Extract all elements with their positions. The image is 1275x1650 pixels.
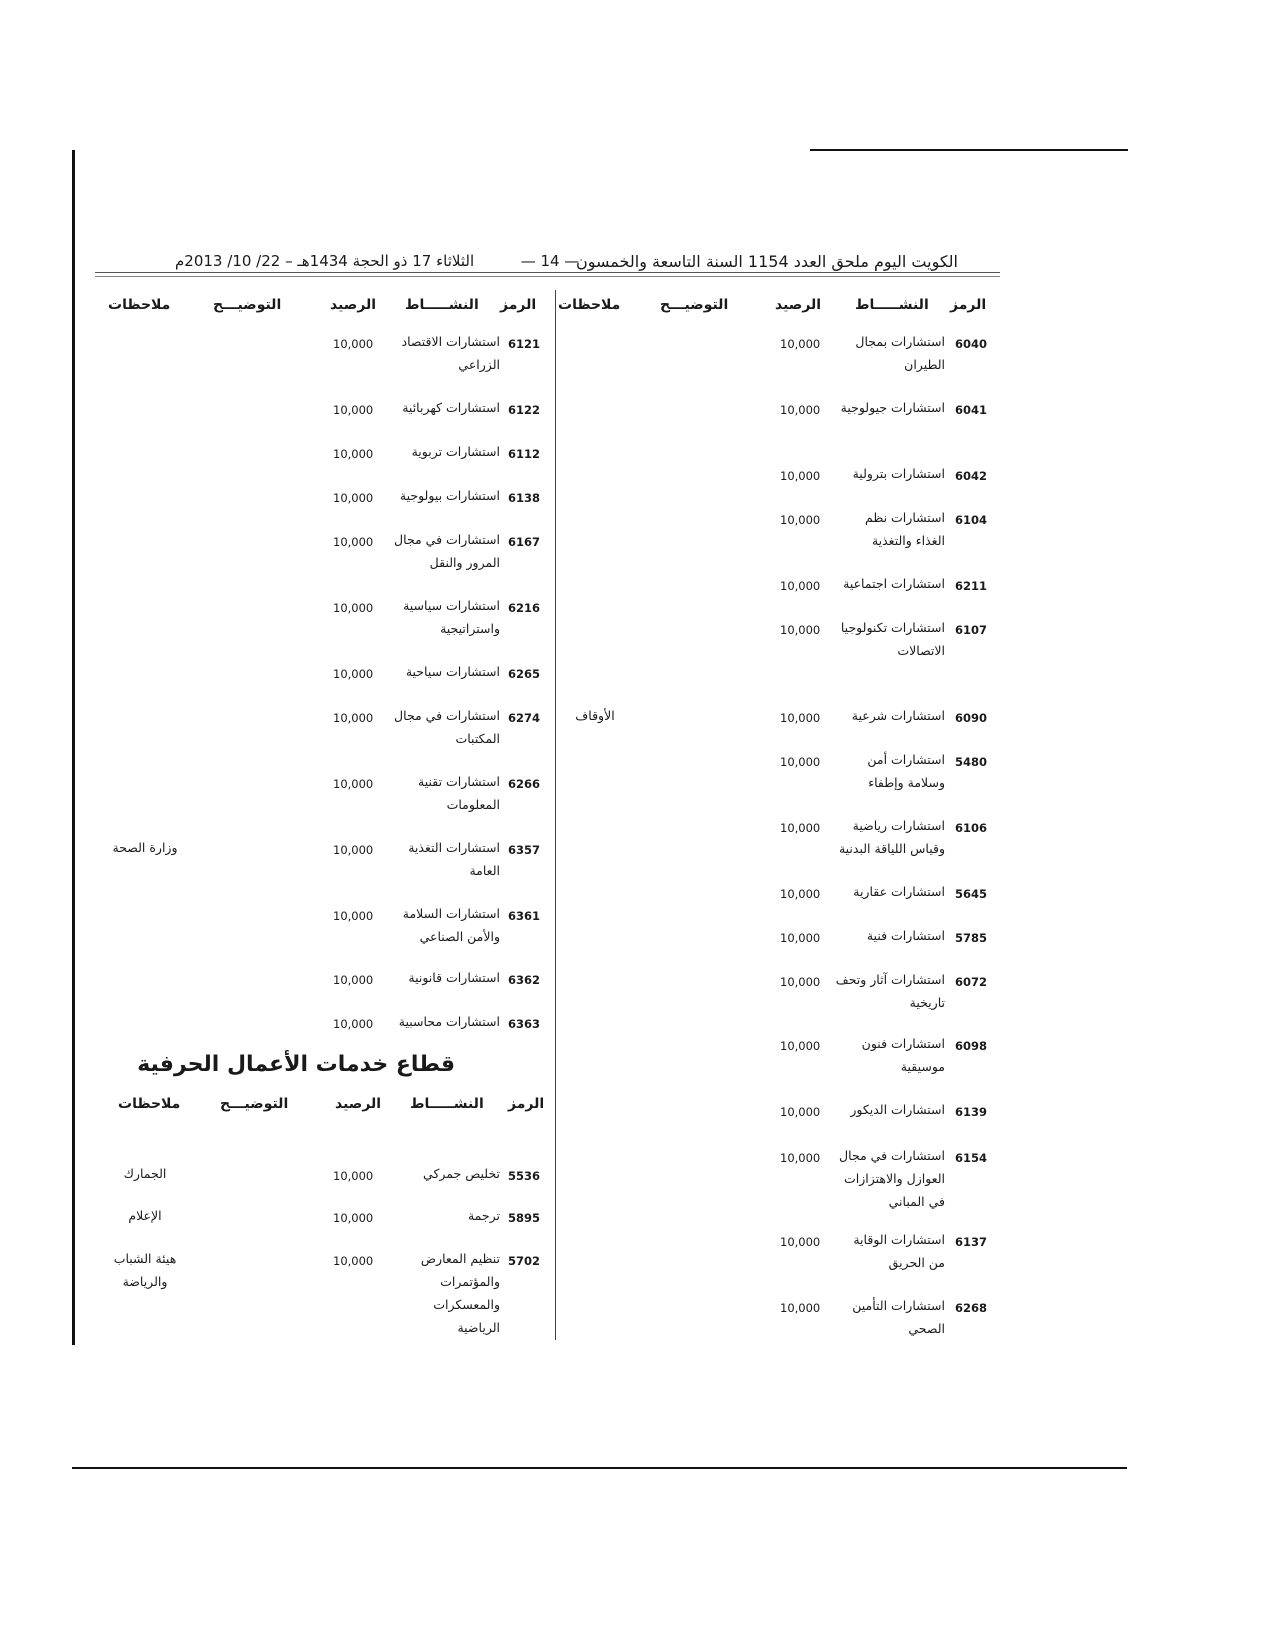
activity-code: 6138 [508,491,541,505]
activity-name: استشارات بيولوجية [399,488,500,503]
activity-code: 6266 [508,777,541,791]
activity-balance: 10,000 [780,513,821,527]
activity-balance: 10,000 [780,1039,821,1053]
activity-name: استشارات الاقتصاد الزراعي [401,334,500,372]
section-notes-header: ملاحظات [118,1096,181,1112]
activity-name: استشارات تكنولوجيا الاتصالات [840,620,945,658]
activity-balance: 10,000 [780,755,821,769]
activity-name: استشارات الوقاية من الحريق [853,1232,945,1270]
top-right-rule [810,149,1128,151]
activity-balance: 10,000 [333,777,374,791]
activity-balance: 10,000 [780,887,821,901]
activity-note: الأوقاف [575,708,615,723]
activity-name: استشارات سياحية [405,664,500,679]
page-number: — 14 — [520,252,580,270]
top-left-vertical-rule [72,150,75,1345]
left-activity-header: النشـــــاط [405,297,479,313]
activity-code: 6265 [508,667,541,681]
activity-name: استشارات كهربائية [402,400,500,415]
activity-balance: 10,000 [333,1169,374,1183]
page-header-title: الكويت اليوم ملحق العدد 1154 السنة التاسعة والخمسون [576,252,958,271]
activity-code: 6268 [955,1301,988,1315]
activity-name: استشارات جيولوجية [840,400,945,415]
activity-code: 6363 [508,1017,541,1031]
right-notes-header: ملاحظات [558,297,621,313]
activity-balance: 10,000 [780,931,821,945]
activity-balance: 10,000 [780,579,821,593]
activity-balance: 10,000 [780,469,821,483]
activity-code: 6139 [955,1105,988,1119]
activity-code: 6090 [955,711,988,725]
activity-code: 6274 [508,711,541,725]
activity-code: 5895 [508,1211,541,1225]
activity-balance: 10,000 [780,337,821,351]
activity-balance: 10,000 [333,667,374,681]
activity-balance: 10,000 [780,1151,821,1165]
activity-code: 6107 [955,623,988,637]
activity-balance: 10,000 [333,535,374,549]
activity-note: وزارة الصحة [112,840,178,855]
right-description-header: التوضيـــح [660,297,729,313]
activity-name: استشارات اجتماعية [843,576,945,591]
activity-name: استشارات آثار وتحف تاريخية [835,972,945,1010]
activity-balance: 10,000 [333,491,374,505]
left-description-header: التوضيـــح [213,297,282,313]
activity-code: 5702 [508,1254,541,1268]
left-balance-header: الرصيد [330,297,377,313]
activity-code: 5785 [955,931,988,945]
activity-name: تنظيم المعارض والمؤتمرات والمعسكرات الرياضية [420,1251,500,1335]
activity-code: 6041 [955,403,988,417]
activity-balance: 10,000 [780,975,821,989]
activity-code: 6106 [955,821,988,835]
activity-code: 6154 [955,1151,988,1165]
activity-name: استشارات عقارية [853,884,945,899]
activity-name: استشارات بترولية [852,466,945,481]
activity-name: استشارات في مجال المكتبات [394,708,500,746]
activity-balance: 10,000 [780,1235,821,1249]
section-activity-header: النشـــــاط [410,1096,484,1112]
activity-note: هيئة الشباب والرياضة [113,1251,177,1289]
activity-balance: 10,000 [780,403,821,417]
activity-balance: 10,000 [780,1105,821,1119]
activity-note: الإعلام [128,1208,162,1223]
activity-code: 6216 [508,601,541,615]
activity-name: استشارات سياسية واستراتيجية [403,598,500,636]
activity-code: 6137 [955,1235,988,1249]
activity-code: 6040 [955,337,988,351]
activity-code: 6104 [955,513,988,527]
activity-name: استشارات رياضية وقياس اللياقة البدنية [838,818,945,856]
left-code-header: الرمز [500,297,537,313]
activity-name: استشارات التغذية العامة [408,840,500,878]
activity-balance: 10,000 [333,843,374,857]
activity-balance: 10,000 [333,909,374,923]
activity-name: استشارات فنية [866,928,945,943]
page-header-date: الثلاثاء 17 ذو الحجة 1434هـ – 22/ 10/ 2013م [175,252,475,270]
activity-code: 6112 [508,447,541,461]
activity-balance: 10,000 [780,821,821,835]
activity-balance: 10,000 [333,1254,374,1268]
activity-balance: 10,000 [780,711,821,725]
right-code-header: الرمز [950,297,987,313]
activity-balance: 10,000 [333,711,374,725]
activity-balance: 10,000 [333,1211,374,1225]
activity-name: استشارات أمن وسلامة وإطفاء [867,752,945,790]
activity-name: استشارات تربوية [411,444,500,459]
activity-code: 6167 [508,535,541,549]
activity-name: استشارات قانونية [408,970,500,985]
activity-code: 6042 [955,469,988,483]
right-balance-header: الرصيد [775,297,822,313]
activity-name: استشارات تقنية المعلومات [418,774,500,812]
activity-code: 6362 [508,973,541,987]
section-code-header: الرمز [508,1096,545,1112]
activity-name: استشارات في مجال العوازل والاهتزازات في المباني [839,1148,945,1209]
activity-name: استشارات الديكور [850,1102,945,1117]
activity-note: الجمارك [123,1166,167,1181]
activity-code: 6122 [508,403,541,417]
activity-name: استشارات بمجال الطيران [855,334,945,372]
activity-code: 6098 [955,1039,988,1053]
column-divider [555,290,556,1340]
activity-code: 5480 [955,755,988,769]
activity-balance: 10,000 [333,447,374,461]
activity-name: تخليص جمركي [423,1166,500,1181]
right-activity-header: النشـــــاط [855,297,929,313]
activity-name: استشارات التأمين الصحي [852,1298,945,1336]
activity-name: استشارات السلامة والأمن الصناعي [402,906,500,944]
activity-balance: 10,000 [333,973,374,987]
left-notes-header: ملاحظات [108,297,171,313]
activity-code: 6361 [508,909,541,923]
activity-balance: 10,000 [333,403,374,417]
activity-code: 6211 [955,579,988,593]
activity-name: استشارات في مجال المرور والنقل [394,532,500,570]
activity-name: ترجمة [467,1208,500,1223]
activity-name: استشارات نظم الغذاء والتغذية [865,510,945,548]
activity-balance: 10,000 [333,601,374,615]
section-balance-header: الرصيد [335,1096,382,1112]
activity-balance: 10,000 [780,623,821,637]
activity-code: 6121 [508,337,541,351]
activity-name: استشارات محاسبية [398,1014,500,1029]
activity-code: 5536 [508,1169,541,1183]
section-description-header: التوضيـــح [220,1096,289,1112]
activity-name: استشارات شرعية [851,708,945,723]
activity-balance: 10,000 [780,1301,821,1315]
activity-balance: 10,000 [333,337,374,351]
activity-code: 6072 [955,975,988,989]
section-title: قطاع خدمات الأعمال الحرفية [137,1052,455,1077]
bottom-rule [72,1467,1127,1469]
activity-balance: 10,000 [333,1017,374,1031]
activity-code: 6357 [508,843,541,857]
activity-code: 5645 [955,887,988,901]
activity-name: استشارات فنون موسيقية [861,1036,945,1074]
